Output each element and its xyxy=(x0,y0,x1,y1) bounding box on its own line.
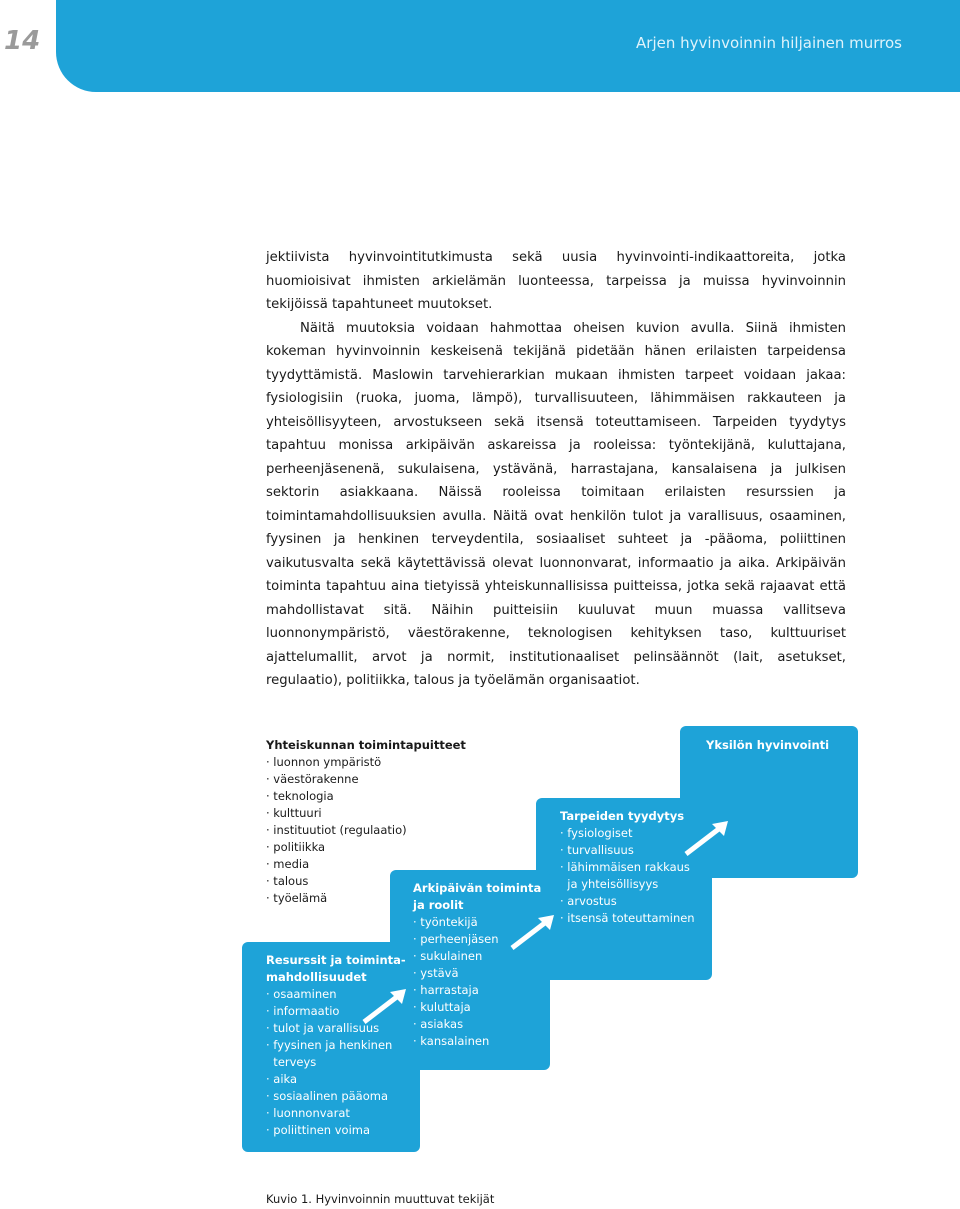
roles-group xyxy=(413,880,541,1050)
list-item: · informaatio xyxy=(266,1004,340,1018)
list-item: · itsensä toteuttaminen xyxy=(560,911,695,925)
list-item: · harrastaja xyxy=(413,983,479,997)
list-item: terveys xyxy=(266,1055,317,1069)
list-item: · luonnonvarat xyxy=(266,1106,350,1120)
list-item: · fyysinen ja henkinen xyxy=(266,1038,393,1052)
wellbeing-title: Yksilön hyvinvointi xyxy=(706,738,830,752)
list-item: · sosiaalinen pääoma xyxy=(266,1089,388,1103)
list-item: · fysiologiset xyxy=(560,826,633,840)
paragraph-2: Näitä muutoksia voidaan hahmottaa oheisen kuvion avulla. Siinä ihmisten kokeman hyvinvoinnin keskeisenä tekijänä pidetään hänen erilaisten tarpeidensa tyydyttämistä. Maslowin tarvehierarkian mukaan ihmisten tarpeet voidaan jakaa: fysiologisiin (ruoka, juoma, lämpö), turvallisuuteen, lähimmäisen rakkauteen ja yhteisöllisyyteen, arvostukseen sekä itsensä toteuttamiseen. Tarpeiden tyydytys tapahtuu monissa arkipäivän askareissa ja rooleissa: työntekijänä, kuluttajana, perheenjäsenenä, sukulaisena, ystävänä, harrastajana, kansalaisena ja julkisen sektorin asiakkaana. Näissä rooleissa toimitaan erilaisten resurssien ja toimintamahdollisuuksien avulla. Näitä ovat henkilön tulot ja varallisuus, osaaminen, fyysinen ja henkinen terveydentila, sosiaaliset suhteet ja -pääoma, poliittinen vaikutusvalta sekä käytettävissä olevat luonnonvarat, informaatio ja aika. Arkipäivän toiminta tapahtuu aina tietyissä yhteiskunnallisissa puitteissa, jotka sekä rajaavat että mahdollistavat sitä. Näihin puitteisiin kuuluvat muun muassa vallitseva luonnonympäristö, väestörakenne, teknologisen kehityksen taso, kulttuuriset ajattelumallit, arvot ja normit, institutionaaliset pelinsäännöt (lait, asetukset, regulaatio), politiikka, talous ja työelämän organisaatiot. xyxy=(266,320,846,688)
list-item: · asiakas xyxy=(413,1017,464,1031)
resources-group xyxy=(266,952,406,1139)
needs-title: Tarpeiden tyydytys xyxy=(560,809,685,823)
list-item: · työelämä xyxy=(266,891,328,905)
list-item: · talous xyxy=(266,874,309,888)
list-item: · teknologia xyxy=(266,789,334,803)
list-item: · kansalainen xyxy=(413,1034,490,1048)
roles-title-2: ja roolit xyxy=(413,898,464,912)
list-item: · tulot ja varallisuus xyxy=(266,1021,380,1035)
list-item: · turvallisuus xyxy=(560,843,634,857)
list-item: · aika xyxy=(266,1072,298,1086)
list-item: · väestörakenne xyxy=(266,772,359,786)
page-number: 14 xyxy=(4,26,41,56)
list-item: · kuluttaja xyxy=(413,1000,471,1014)
list-item: · perheenjäsen xyxy=(413,932,499,946)
needs-list xyxy=(560,825,695,927)
running-title: Arjen hyvinvoinnin hiljainen murros xyxy=(636,34,902,52)
list-item: · politiikka xyxy=(266,840,326,854)
resources-title-2: mahdollisuudet xyxy=(266,970,367,984)
list-item: · sukulainen xyxy=(413,949,483,963)
list-item: · luonnon ympäristö xyxy=(266,755,382,769)
list-item: · kulttuuri xyxy=(266,806,322,820)
wellbeing-group xyxy=(706,737,829,754)
roles-title-1: Arkipäivän toiminta xyxy=(413,881,542,895)
arrow-up-right-icon xyxy=(508,912,558,952)
needs-group xyxy=(560,808,695,927)
resources-title-1: Resurssit ja toiminta- xyxy=(266,953,406,967)
list-item: · instituutiot (regulaatio) xyxy=(266,823,407,837)
list-item: ja yhteisöllisyys xyxy=(560,877,659,891)
arrow-up-right-icon xyxy=(360,986,410,1026)
body-text xyxy=(266,246,846,693)
list-item: · ystävä xyxy=(413,966,459,980)
list-item: · poliittinen voima xyxy=(266,1123,371,1137)
list-item: · työntekijä xyxy=(413,915,478,929)
paragraph-1: jektiivista hyvinvointitutkimusta sekä uusia hyvinvointi-indikaattoreita, jotka huomioisivat ihmisten arkielämän luonteessa, tarpeissa ja muissa hyvinvoinnin tekijöissä tapahtuneet muutokset. xyxy=(266,250,846,312)
arrow-up-right-icon xyxy=(682,818,732,858)
list-item: · arvostus xyxy=(560,894,617,908)
list-item: · lähimmäisen rakkaus xyxy=(560,860,690,874)
list-item: · osaaminen xyxy=(266,987,337,1001)
society-title: Yhteiskunnan toimintapuitteet xyxy=(266,738,466,752)
figure-caption: Kuvio 1. Hyvinvoinnin muuttuvat tekijät xyxy=(266,1192,495,1206)
list-item: · media xyxy=(266,857,310,871)
